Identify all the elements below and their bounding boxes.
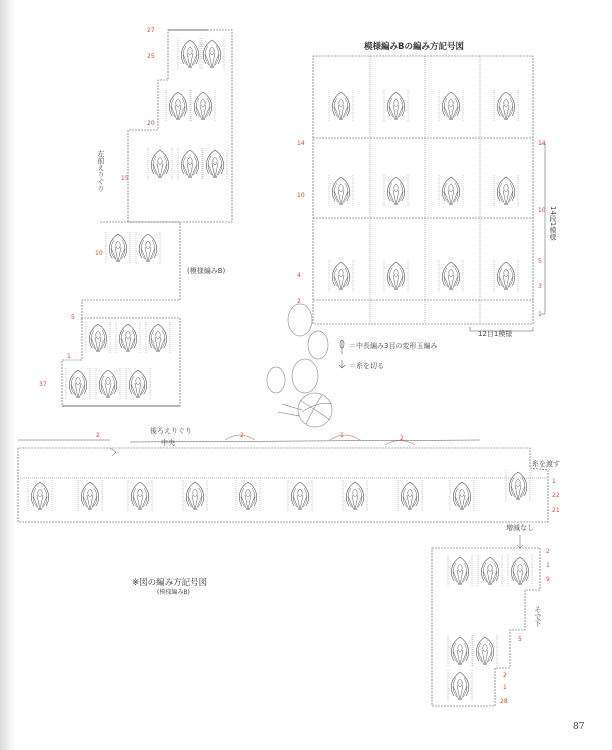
pattern-b-title: 模様編みBの編み方記号図	[364, 42, 464, 52]
row-number: 10	[538, 207, 546, 214]
yarn-ball-illustration	[267, 304, 332, 427]
carry-yarn-label: 糸を渡す	[532, 460, 560, 468]
row-number: 22	[552, 492, 560, 499]
sleeve-underarm-label: そで下	[534, 606, 542, 627]
left-pattern-label: (模様編みB)	[187, 267, 226, 275]
center-label: 中央	[161, 439, 175, 447]
row-number: 5	[71, 314, 75, 321]
row-number: 15	[121, 175, 129, 182]
bottom-band-chart	[18, 435, 548, 522]
row-number: 27	[147, 27, 155, 34]
row-number: 20	[147, 120, 155, 127]
row-number: 4	[297, 272, 301, 279]
row-number: 2	[240, 432, 244, 439]
row-number: 1	[546, 562, 550, 569]
page-number: 87	[573, 722, 585, 732]
left-front-neck-label: 左前えりぐり	[97, 150, 105, 192]
row-number: 10	[297, 192, 305, 199]
left-front-neck-chart	[62, 30, 232, 406]
row-number: 1	[67, 353, 71, 360]
pattern-b-chart	[313, 56, 545, 331]
row-number: 2	[96, 432, 100, 439]
row-number: 21	[552, 507, 560, 514]
row-number: 5	[518, 636, 522, 643]
back-neck-label: 後ろえりぐり	[150, 427, 192, 435]
row-number: 1	[552, 478, 556, 485]
chart-title: ※図の編み方記号図	[132, 578, 208, 588]
legend-cut-yarn: ＝糸を切る	[349, 362, 384, 370]
row-number: 5	[538, 258, 542, 265]
pattern-b-repeat-rows: 14段1模様	[549, 206, 557, 241]
row-number: 1	[503, 684, 507, 691]
row-number: 14	[538, 140, 546, 147]
row-number: 3	[538, 283, 542, 290]
pattern-b-repeat-stitches: 12目1模様	[478, 330, 513, 338]
row-number: 37	[39, 381, 47, 388]
row-number: 14	[297, 140, 305, 147]
row-number: 2	[297, 298, 301, 305]
chart-subtitle: (模様編みB)	[157, 589, 190, 596]
row-number: 2	[400, 435, 404, 442]
no-increase-label: 増減なし	[506, 524, 534, 532]
row-number: 2	[546, 548, 550, 555]
row-number: 10	[95, 250, 103, 257]
sleeve-chart	[432, 535, 540, 706]
legend-symbols	[339, 340, 345, 368]
legend-bobble-stitch: ＝中長編み3目の変形玉編み	[349, 342, 438, 350]
row-number: 28	[500, 698, 508, 705]
row-number: 25	[147, 53, 155, 60]
row-number: 1	[538, 311, 542, 318]
row-number: 9	[546, 576, 550, 583]
row-number: 2	[503, 672, 507, 679]
row-number: 1	[340, 432, 344, 439]
